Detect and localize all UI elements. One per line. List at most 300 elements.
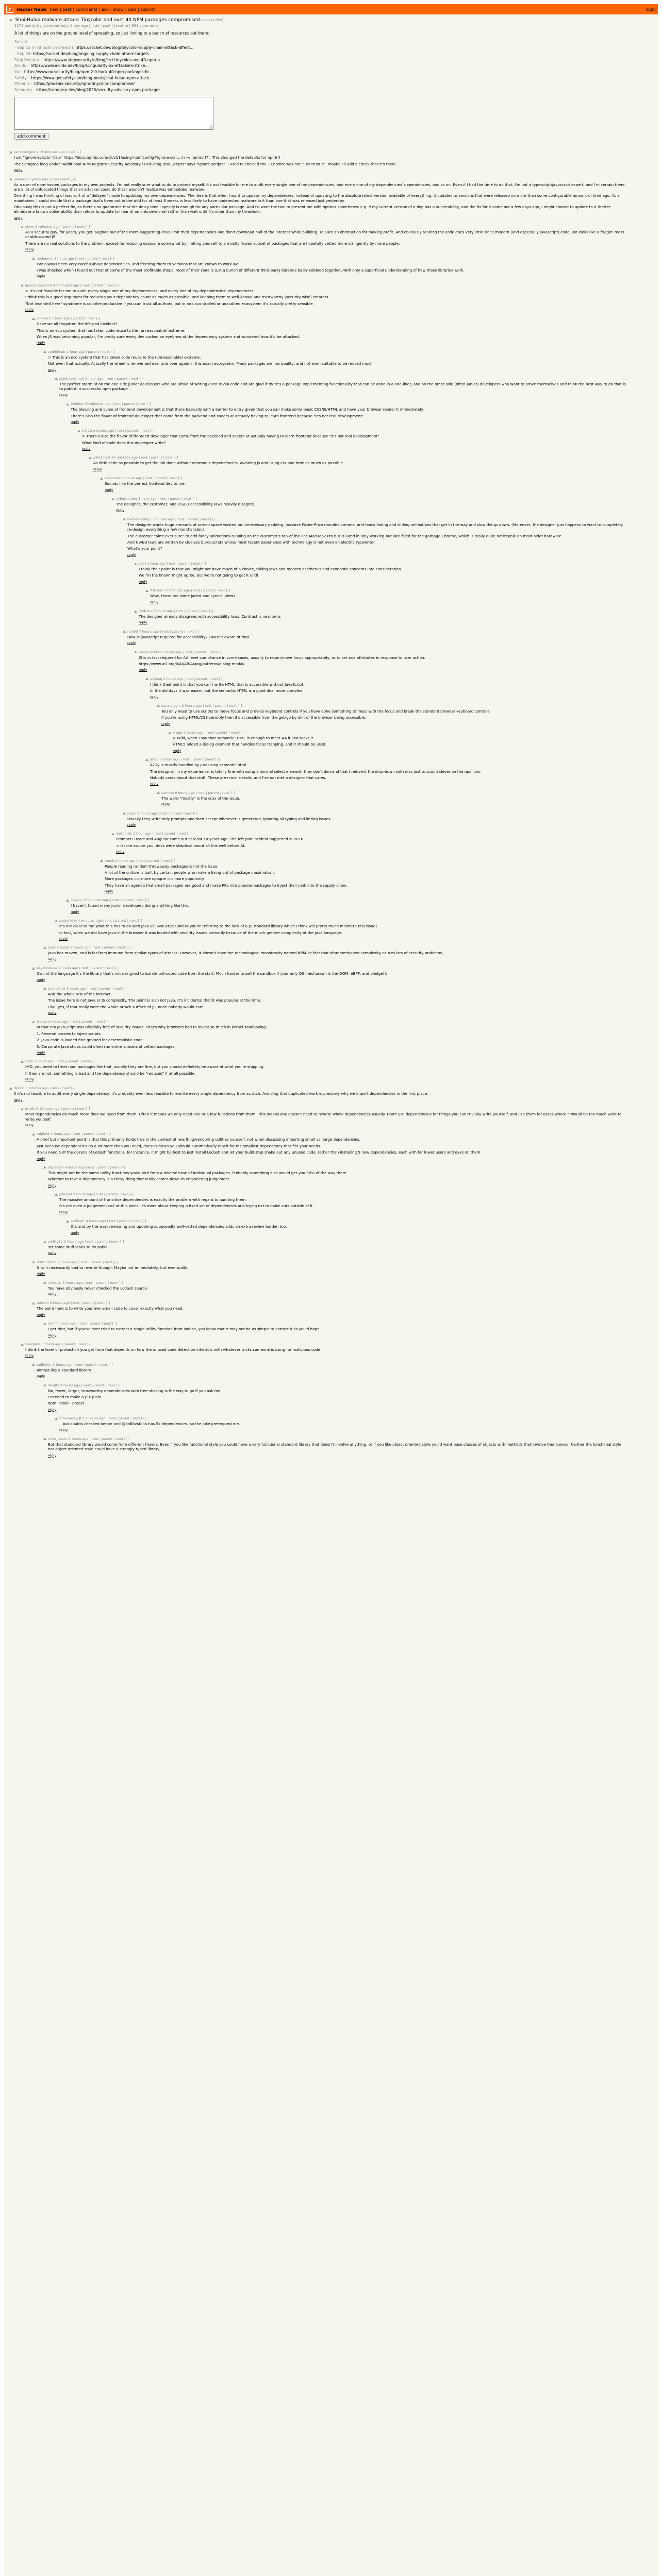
comment-header[interactable]: [43, 987, 628, 991]
comment-header[interactable]: [21, 225, 628, 229]
upvote-arrow-icon[interactable]: [32, 1261, 35, 1263]
comment-text: [25, 1064, 628, 1081]
upvote-arrow-icon[interactable]: [32, 1133, 35, 1136]
story-domain[interactable]: (socket.dev): [201, 18, 224, 22]
reply-link[interactable]: reply: [127, 822, 136, 827]
comment: [43, 1383, 628, 1412]
upvote-arrow-icon[interactable]: [55, 920, 58, 922]
comment: [77, 429, 628, 451]
reply-link[interactable]: reply: [37, 1312, 45, 1317]
comment-header[interactable]: [100, 476, 628, 480]
comment-meta[interactable]: smitty1e 3 hours ago | root | parent | next [–]: [48, 1240, 124, 1244]
upvote-arrow-icon[interactable]: [100, 477, 103, 480]
comment-meta[interactable]: fcoury 2 hours ago | root | parent | next [–]: [37, 1020, 109, 1024]
upvote-arrow-icon[interactable]: [43, 1281, 46, 1284]
comment-header[interactable]: [21, 283, 628, 287]
comment-header[interactable]: [77, 429, 628, 433]
add-comment-button[interactable]: add comment: [14, 133, 48, 140]
comment-meta[interactable]: hackerbuddy 5 minutes ago | root | parent | next [–]: [127, 517, 215, 521]
story-link-url[interactable]: https://socket.dev/blog/tinycolor-supply-chain-attack-affect...: [75, 45, 194, 50]
comment-paragraph: > This is an eco system that has taken code reuse to the (unreasonable) extreme.: [48, 354, 201, 360]
reply-link[interactable]: reply: [127, 641, 136, 646]
upvote-arrow-icon[interactable]: [77, 430, 80, 432]
comment-meta[interactable]: nedunnes 4 hours ago | root | parent | next [–]: [37, 256, 114, 261]
comment-header[interactable]: [66, 898, 628, 902]
reply-link[interactable]: reply: [161, 721, 170, 726]
upvote-arrow-icon[interactable]: [100, 859, 103, 862]
reply-link[interactable]: reply: [59, 936, 68, 941]
comment: [100, 859, 628, 894]
comment-meta[interactable]: polyomino 4 minutes ago | root | parent | next [–]: [59, 919, 142, 923]
comment-meta[interactable]: leetharris 1 hour ago | root | parent | next [–]: [116, 832, 192, 836]
comment-header[interactable]: [157, 704, 628, 708]
reply-link[interactable]: reply: [48, 1011, 57, 1015]
comment-text: [71, 407, 628, 424]
comment-header[interactable]: [100, 859, 628, 863]
reply-link[interactable]: reply: [161, 802, 170, 807]
reply-link[interactable]: reply: [71, 909, 79, 914]
reply-link[interactable]: reply: [25, 307, 34, 312]
comment-header[interactable]: [43, 1437, 628, 1441]
comment-paragraph: It's not clear to me what this has to do with Java vs JavaScript (unless you're referring to the lack of a JS standard library which I think will pretty much minimize this issue).: [59, 924, 378, 929]
upvote-arrow-icon[interactable]: [32, 1363, 35, 1366]
comment-meta[interactable]: andlogic 4 hours ago | root | parent | next [–]: [71, 1219, 146, 1224]
comment-header[interactable]: [134, 609, 628, 613]
upvote-arrow-icon[interactable]: [145, 758, 148, 761]
comment-text: [105, 864, 628, 894]
reply-link[interactable]: reply: [82, 447, 91, 451]
comment-meta[interactable]: jlarsen 53 years ago | prev | next [–]: [14, 177, 75, 181]
upvote-arrow-icon[interactable]: [21, 1060, 24, 1063]
reply-link[interactable]: reply: [37, 977, 45, 982]
comment-header[interactable]: [55, 377, 628, 381]
comment-text: [150, 682, 628, 699]
story-link-label: Socket:: [14, 39, 29, 44]
comment-meta[interactable]: skydhash 4 hours ago | root | parent | next [–]: [48, 1165, 125, 1170]
comment-paragraph: How is javascript required for accessibility? I wasn't aware of that.: [127, 634, 251, 639]
reply-link[interactable]: reply: [37, 1050, 45, 1055]
upvote-arrow-icon[interactable]: [123, 812, 126, 815]
nav-show[interactable]: show: [113, 7, 124, 12]
story-title[interactable]: Shai-Hulud malware attack: Tinycolor and over 40 NPM packages compromised: [15, 18, 200, 23]
comment-header[interactable]: [32, 1020, 628, 1024]
comment-header[interactable]: [123, 517, 628, 521]
comment-header[interactable]: [43, 1321, 628, 1326]
upvote-arrow-icon[interactable]: [134, 651, 137, 653]
comment-meta[interactable]: pojkuaj 2 hours ago | root | parent | next [–]: [150, 676, 224, 681]
comment-header[interactable]: [168, 731, 628, 735]
comment: [145, 757, 628, 786]
comment-header[interactable]: [32, 1363, 628, 1367]
comment-meta[interactable]: ljosemusswatch 47 minutes ago | root | parent | next [–]: [25, 283, 120, 287]
story-subtext: 1176 points by jamesberthoty 1 day ago | hide | past | favorite | 961 comments: [14, 24, 159, 28]
comment-header[interactable]: [134, 650, 628, 654]
comment-meta[interactable]: johnmcc 1 hour ago | parent | next [–]: [37, 316, 101, 321]
comment-header[interactable]: [32, 257, 628, 261]
comment-meta[interactable]: krapp 2 hours ago | root | parent | next [–]: [173, 731, 244, 735]
reply-link[interactable]: reply: [48, 1292, 57, 1297]
upvote-arrow-icon[interactable]: [55, 1193, 58, 1196]
upvote-arrow-icon[interactable]: [157, 791, 160, 794]
comment-meta[interactable]: mtotah 8 hours ago | root | parent | next [–]: [37, 1301, 110, 1306]
comment-paragraph: > There's also the flavor of frontend developer that came from the backend and sneers at actually having to learn frontend because "it's not real development": [82, 434, 379, 439]
comment-paragraph: The word "mostly" is the crux of the issue.: [161, 795, 240, 801]
reply-link[interactable]: reply: [25, 1123, 34, 1127]
comment-header[interactable]: [145, 677, 628, 681]
upvote-arrow-icon[interactable]: [123, 518, 126, 520]
comment-paragraph: npm install - preact: [48, 1401, 85, 1406]
upvote-arrow-icon[interactable]: [134, 610, 137, 613]
reply-link[interactable]: reply: [105, 487, 113, 492]
upvote-arrow-icon[interactable]: [111, 833, 114, 835]
comment-meta[interactable]: cyberbender 1 hour ago | root | parent | next [–]: [116, 497, 197, 501]
reply-link[interactable]: reply: [116, 508, 125, 513]
comment-header[interactable]: [55, 919, 628, 923]
upvote-arrow-icon[interactable]: [145, 589, 148, 592]
comment-paragraph: Java has maven, and is far from immune from similar types of attacks. However, it doesn't have the technological monstrosity named NPM. In fact that aforementioned complexity causes lots of security problems.: [48, 951, 443, 956]
comment-paragraph: "Not invented here" syndrome is counter-productive if you can trust all authors, but in an uncontrolled or unaudited ecosystem it's actually pretty sensible.: [25, 301, 314, 306]
comment-meta[interactable]: Tarq0n 9 hours ago | root | parent | next [–]: [48, 1383, 121, 1387]
reply-link[interactable]: reply: [14, 168, 23, 173]
nav-jobs[interactable]: jobs: [128, 7, 137, 12]
reply-link[interactable]: reply: [37, 341, 45, 345]
upvote-arrow-icon[interactable]: [123, 630, 126, 633]
nav-past[interactable]: past: [62, 7, 72, 12]
upvote-arrow-icon[interactable]: [43, 350, 46, 353]
comment-paragraph: I set "ignore-scripts=true" https://docs.npmjs.com/cli/v11/using-npm/config#ignore-scri... in ~/.npmrc(!?). This changed the defaults for npm(!): [14, 155, 280, 160]
login-link[interactable]: login: [646, 7, 656, 12]
comment-paragraph: I think their point is that you can't write HTML that is accessible without JavaScript.: [150, 682, 305, 687]
upvote-arrow-icon[interactable]: [111, 498, 114, 500]
upvote-arrow-icon[interactable]: [21, 1108, 24, 1110]
upvote-arrow-icon[interactable]: [32, 1021, 35, 1023]
comment: [32, 966, 628, 982]
reply-link[interactable]: reply: [173, 748, 181, 753]
comment-meta[interactable]: nyarlathotep 2 hours ago | root | parent | next [–]: [48, 945, 131, 950]
comment-meta[interactable]: dpolit 5 minutes ago | prev | next [–]: [14, 1086, 76, 1091]
comment-header[interactable]: [43, 1383, 628, 1387]
upvote-arrow-icon[interactable]: [134, 563, 137, 565]
comment-header[interactable]: [89, 455, 628, 460]
upvote-arrow-icon[interactable]: [9, 178, 12, 180]
reply-link[interactable]: reply: [150, 782, 159, 786]
comment-meta[interactable]: rich99 7 hours ago | root | parent | next [–]: [127, 629, 200, 634]
reply-link[interactable]: reply: [139, 668, 147, 672]
comment-meta[interactable]: maxb 2 hours ago | root | parent | next [–]: [105, 858, 176, 863]
reply-link[interactable]: reply: [25, 1353, 34, 1358]
comment-paragraph: The designer, the customer, and US/EU accessibility laws heavily disagree.: [116, 502, 255, 507]
reply-link[interactable]: reply: [139, 579, 147, 584]
upvote-arrow-icon[interactable]: [43, 1384, 46, 1386]
comment-meta[interactable]: tamodahgomar 9 minutes ago | next [–]: [14, 150, 81, 155]
comment-paragraph: > Wild, when I say that semantic HTML is enough to meet AA it just tacks it.: [173, 736, 315, 741]
comment-header[interactable]: [9, 1086, 628, 1090]
comment-paragraph: The customer "ain't ever sure" to add fancy animations running on the customer's top-of-the-line MacBook Pro but is lured in only working but late-filled for the garbage Chrome, which is really quite noticeable on most older hardware.: [127, 533, 563, 538]
comment-meta[interactable]: mike_hearn 2 hours ago | root | parent | next [–]: [48, 1436, 129, 1441]
comment-meta[interactable]: scourman 2 hours ago | root | parent | next [–]: [105, 476, 183, 481]
comment: [32, 1301, 628, 1317]
upvote-arrow-icon[interactable]: [9, 1087, 12, 1090]
comment-header[interactable]: [145, 588, 628, 592]
reply-link[interactable]: reply: [59, 1210, 68, 1214]
upvote-arrow-icon[interactable]: [168, 732, 171, 734]
reply-link[interactable]: reply: [25, 247, 34, 252]
reply-link[interactable]: reply: [14, 215, 23, 220]
comment-header[interactable]: [134, 562, 628, 566]
comment-header[interactable]: [32, 966, 628, 970]
reply-link[interactable]: reply: [93, 467, 102, 471]
comment-meta[interactable]: ralph84 4 hours ago | root | parent | next [–]: [37, 1132, 111, 1137]
upvote-arrow-icon[interactable]: [43, 1437, 46, 1440]
comment-header[interactable]: [111, 832, 628, 836]
reply-link[interactable]: reply: [25, 1077, 34, 1082]
comment-paragraph: It isn't necessarily bad to rewrite though. Maybe not immediately, but eventually.: [37, 1265, 188, 1270]
reply-link[interactable]: reply: [48, 1453, 57, 1458]
story-link-row: [14, 69, 653, 75]
reply-link[interactable]: reply: [48, 1407, 57, 1412]
nav-comments[interactable]: comments: [75, 7, 97, 12]
upvote-arrow-icon[interactable]: [21, 226, 24, 228]
comment-paragraph: The designer wants huge amounts of screen space wasted on unnecessary padding, massive Fisher-Price rounded corners, and fancy fading and sliding animations that get in the way and slow things down. (Moreover, the designer just happens to want to completely re-design everything a few months later.): [127, 522, 623, 532]
story-link-row: [14, 57, 653, 63]
upvote-arrow-icon[interactable]: [66, 403, 69, 405]
upvote-arrow-icon[interactable]: [32, 967, 35, 970]
comment: [21, 1342, 628, 1358]
comment-header[interactable]: [32, 1301, 628, 1305]
comment: [55, 1416, 628, 1432]
story-link-url[interactable]: https://phoenix.security/npm-tinycolor-compromise/: [34, 81, 135, 87]
comment-text: [25, 230, 628, 252]
comment-header[interactable]: [9, 177, 628, 181]
comment-header[interactable]: [32, 1132, 628, 1136]
comment-meta[interactable]: jmallick 12 days ago | parent | next [–]: [25, 1107, 90, 1111]
comment-paragraph: JS is in fact required for AA level compliance in some cases, usually to retain/move focus appropriately, or to set aria attributes in response to user action.: [139, 655, 425, 660]
comment-meta[interactable]: securelogin 3 hours ago | root | parent | next [–]: [161, 703, 242, 708]
comment: [111, 497, 628, 513]
story-link-url[interactable]: https://www.stepsecurity.io/blog/ctrl-tinycolor-and-40-npm-p...: [43, 57, 164, 62]
comment-meta[interactable]: ffstrans 57 minutes ago | root | parent | next [–]: [150, 588, 230, 593]
comment: [145, 677, 628, 699]
story-text: A lot of things are on the ground level of spreading, so just linking to a bunch of resources out there:: [14, 31, 210, 36]
comment-header[interactable]: [55, 1192, 628, 1196]
comment-paragraph: In the old days it was easier, but the semantic HTML is a good deal more complex.: [150, 688, 304, 693]
comment-paragraph: You only need to use scripts to move focus and provide keyboard controls if you have done something to mess with the focus and break the standard browser keyboard controls.: [161, 708, 491, 714]
comment-text: [150, 594, 628, 604]
comment-paragraph: Nobody cares about that stuff. These are minor details, and I've not met a designer that cares.: [150, 775, 326, 780]
story-link-url[interactable]: https://www.ox.security/blog/npm-2-0-hack-40-npm-packages-hi...: [24, 69, 153, 74]
comment-meta[interactable]: steve 3 minutes ago | parent | next [–]: [25, 225, 90, 229]
comment-meta[interactable]: tcrenshaw 3 hours ago | root | parent | next [–]: [48, 986, 127, 991]
comment-textarea[interactable]: [14, 97, 213, 130]
story-link-url[interactable]: https://semgrep.dev/blog/2025/security-advisory-npm-packages...: [36, 87, 164, 92]
comment-header[interactable]: [43, 945, 628, 950]
comment-paragraph: In fact, when we did have Java in the browser it was loaded with security issues primarily because of the much greater complexity of the Java language.: [59, 930, 342, 935]
reply-link[interactable]: reply: [71, 419, 79, 424]
reply-link[interactable]: reply: [150, 600, 159, 604]
reply-link[interactable]: reply: [48, 367, 57, 372]
comment-header[interactable]: [66, 1219, 628, 1223]
comment-header[interactable]: [43, 1281, 628, 1285]
comment-meta[interactable]: bearjaws 3 hours ago | parent | next [–]: [25, 1342, 92, 1347]
comment-paragraph: There are no real solutions to the problem, except for reducing exposure somewhat by limiting yourself to a mostly frozen subset of packages that are hopefully vetted more stringently by more people.: [25, 241, 400, 246]
upvote-arrow-icon[interactable]: [55, 377, 58, 380]
comment-meta[interactable]: psychoslave 2 hours ago | root | parent | next [–]: [37, 966, 119, 971]
upvote-arrow-icon[interactable]: [9, 19, 12, 21]
comment-header[interactable]: [43, 1165, 628, 1170]
story-link-url[interactable]: https://socket.dev/blog/ongoing-supply-chain-attack-targets...: [33, 52, 153, 56]
comment-header[interactable]: [145, 757, 628, 761]
comment-meta[interactable]: pixelatedsmarj 1 hour ago | root | parent | next [–]: [59, 376, 144, 381]
reply-link[interactable]: reply: [37, 1374, 45, 1379]
comment-meta[interactable]: bobbier 50 minutes ago | root | parent | next [–]: [71, 402, 151, 406]
upvote-arrow-icon[interactable]: [66, 1220, 69, 1223]
reply-link[interactable]: reply: [116, 850, 125, 854]
comment-meta[interactable]: rpsw 2 hours ago | root | parent | next [–]: [25, 1059, 95, 1064]
comment-meta[interactable]: nullmap 5 hours ago | root | parent | next [–]: [48, 1280, 123, 1285]
comment-paragraph: Just because dependencies do a lot more than you need, doesn't mean you should automatically reach for the smallest dependency that fits your needs.: [37, 1143, 321, 1148]
upvote-arrow-icon[interactable]: [66, 899, 69, 902]
upvote-arrow-icon[interactable]: [157, 704, 160, 707]
comment-meta[interactable]: rasmusnikkor 7 hours ago | root | parent | next [–]: [139, 650, 223, 654]
comment-meta[interactable]: zelphirkalt 1 hour ago | parent | next [–]: [48, 349, 115, 354]
reply-link[interactable]: reply: [105, 889, 113, 893]
story-link-row: [14, 63, 653, 69]
comment-meta[interactable]: rewzi 2 hours ago | root | parent | next [–]: [127, 811, 197, 816]
comment-text: [82, 434, 628, 451]
comment-text: [116, 837, 628, 854]
reply-link[interactable]: reply: [59, 393, 68, 397]
comment-meta[interactable]: jcboxall 2 hours ago | root | parent | next [–]: [59, 1192, 134, 1197]
comment-text: [59, 924, 628, 941]
reply-link[interactable]: reply: [127, 552, 136, 557]
story-link-url[interactable]: https://www.getsafety.com/blog-posts/shai-hulud-npm-attack: [31, 75, 150, 80]
upvote-arrow-icon[interactable]: [145, 677, 148, 680]
comment: [43, 1437, 628, 1458]
comment-meta[interactable]: zxc1 1 hour ago | root | parent | next [–]: [139, 562, 206, 566]
comment-header[interactable]: [21, 1107, 628, 1111]
comment-meta[interactable]: tadfisher 2 hours ago | root | parent | next [–]: [37, 1362, 113, 1367]
comment-header[interactable]: [55, 1416, 628, 1420]
comment-paragraph: https://www.w3.org/WAI/ARIA/apg/patterns/dialog-modal/: [139, 661, 245, 666]
comment-meta[interactable]: pilotsmart 42 minutes ago | root | parent | next [–]: [93, 455, 178, 460]
comment-header[interactable]: [21, 1059, 628, 1063]
upvote-arrow-icon[interactable]: [43, 946, 46, 949]
upvote-arrow-icon[interactable]: [43, 1323, 46, 1325]
reply-link[interactable]: reply: [48, 1333, 57, 1337]
comment-text: [48, 355, 628, 372]
comment-paragraph: No, fewer, larger, trustworthy dependencies with tree-shaking is the way to go if you ask me.: [48, 1388, 222, 1393]
comment-paragraph: > It's not feasible for me to audit every single one of my dependencies, and every one of my dependencies' dependencies: [25, 288, 254, 293]
upvote-arrow-icon[interactable]: [89, 456, 92, 459]
nav-new[interactable]: new: [49, 7, 58, 12]
story-link-label: - Sep 15 (First post on breach):: [14, 45, 76, 50]
nav-submit[interactable]: submit: [140, 7, 155, 12]
upvote-arrow-icon[interactable]: [21, 1343, 24, 1346]
hn-logo[interactable]: Y: [6, 6, 13, 13]
comment: [21, 283, 628, 312]
comment-text: [127, 635, 628, 646]
comment-meta[interactable]: throwawayQFY 2 hours ago | root | parent | next [–]: [59, 1416, 146, 1421]
comment-header[interactable]: [111, 497, 628, 501]
comment-meta[interactable]: jfndyms 2 hours ago | root | parent | next [–]: [139, 609, 213, 614]
comment: [111, 832, 628, 854]
comment-paragraph: I think this is a good argument for reducing your dependency count as much as possible, and keeping them to well-known and trustworthy (security-wise) creators.: [25, 295, 329, 300]
reply-link[interactable]: reply: [150, 694, 159, 699]
reply-link[interactable]: reply: [71, 1230, 79, 1235]
comment-meta[interactable]: lowpro 27 minutes ago | root | parent | next [–]: [71, 898, 150, 903]
upvote-arrow-icon[interactable]: [9, 151, 12, 154]
comment-header[interactable]: [43, 350, 628, 354]
comment: [9, 1086, 628, 1102]
comment-tree: [9, 150, 653, 1458]
reply-link[interactable]: reply: [48, 1251, 57, 1256]
comment-header[interactable]: [123, 630, 628, 634]
comment-text: [71, 903, 628, 914]
comment-header[interactable]: [9, 150, 628, 154]
reply-link[interactable]: reply: [48, 1183, 57, 1188]
comment-paragraph: 1. Reverse proxies to inject scripts.: [37, 1031, 102, 1036]
comment-header[interactable]: [123, 811, 628, 816]
comment-meta[interactable]: jm93 9 hours ago | root | parent | next [–]: [150, 757, 220, 762]
comment-paragraph: I get that, but if you've ever tried to extract a single utility function from lodash, you know that it may not be as simple to extract it as you'd hope.: [48, 1327, 321, 1332]
comment-paragraph: 3. Corporate Java shops could often run entire subsets of vetted packages.: [37, 1044, 176, 1049]
comment-meta[interactable]: lmm 4 hours ago | root | parent | next [–]: [48, 1321, 117, 1326]
reply-link[interactable]: reply: [48, 957, 57, 961]
comment-header[interactable]: [43, 1240, 628, 1244]
comment-text: [37, 1137, 628, 1161]
reply-link[interactable]: reply: [139, 620, 147, 625]
comment: [145, 588, 628, 604]
comment-paragraph: A11y is mostly handled by just using semantic html.: [150, 762, 247, 768]
comment-text: [14, 182, 628, 221]
reply-link[interactable]: reply: [37, 1156, 45, 1161]
upvote-arrow-icon[interactable]: [32, 257, 35, 260]
nav-ask[interactable]: ask: [102, 7, 109, 12]
upvote-arrow-icon[interactable]: [43, 987, 46, 990]
reply-link[interactable]: reply: [59, 1428, 68, 1432]
reply-link[interactable]: reply: [37, 1272, 45, 1276]
upvote-arrow-icon[interactable]: [43, 1166, 46, 1168]
site-name[interactable]: Hacker News: [16, 7, 47, 12]
comment-paragraph: But that standard library would come from different flavors. Even if you like functional style you could have a very functional standard library that doesn't involve anything, or if you like object oriented style you'd want base classes of objects with methods that involve themselves. Neither the functional style nor object oriented style could have a strongly typed library.: [48, 1442, 622, 1452]
comment-meta[interactable]: sammh 8 hours ago | root | parent | next [–]: [161, 790, 235, 795]
comment-meta[interactable]: tr2 12 minutes ago | root | parent | next [–]: [82, 429, 155, 433]
comment-header[interactable]: [32, 316, 628, 320]
comment-paragraph: Wow, those are some jaded and cynical views.: [150, 594, 237, 599]
comment-header[interactable]: [157, 791, 628, 795]
comment-text: [59, 1197, 628, 1214]
comment-header[interactable]: [21, 1342, 628, 1346]
comment-paragraph: Most dependencies do much more than we need from them. Often it means we only need one or a few functions from them. This means one doesn't need to rewrite whole dependencies usually. Don't use dependencies for things you can trivially write yourself, and use them for cases where it would be too much work to write yourself.: [25, 1112, 622, 1122]
comment-header[interactable]: [32, 1260, 628, 1264]
story-link-url[interactable]: https://www.aikido.dev/blog/s1ngularity-nx-attackers-strike...: [30, 63, 149, 69]
upvote-arrow-icon[interactable]: [21, 284, 24, 286]
upvote-arrow-icon[interactable]: [32, 317, 35, 320]
comment-paragraph: The designer, in my experience, is totally fine with using a normal select element, they don't demand that I reinvent the drop-down with divs just to sound clever on the opinions.: [150, 769, 482, 774]
reply-link[interactable]: reply: [14, 1097, 23, 1102]
story-row: [9, 18, 653, 23]
comment-paragraph: A lot of the culture is built by certain people who make a living out of package maximalism.: [105, 870, 275, 875]
comment-text: [48, 1286, 628, 1297]
comment: [134, 562, 628, 584]
comment-header[interactable]: [66, 402, 628, 406]
comment: [21, 1107, 628, 1127]
reply-link[interactable]: reply: [37, 274, 45, 279]
upvote-arrow-icon[interactable]: [32, 1302, 35, 1304]
comment-meta[interactable]: duttonthom 2 hours ago | root | parent | next [–]: [37, 1260, 118, 1264]
upvote-arrow-icon[interactable]: [55, 1417, 58, 1420]
upvote-arrow-icon[interactable]: [43, 1241, 46, 1243]
